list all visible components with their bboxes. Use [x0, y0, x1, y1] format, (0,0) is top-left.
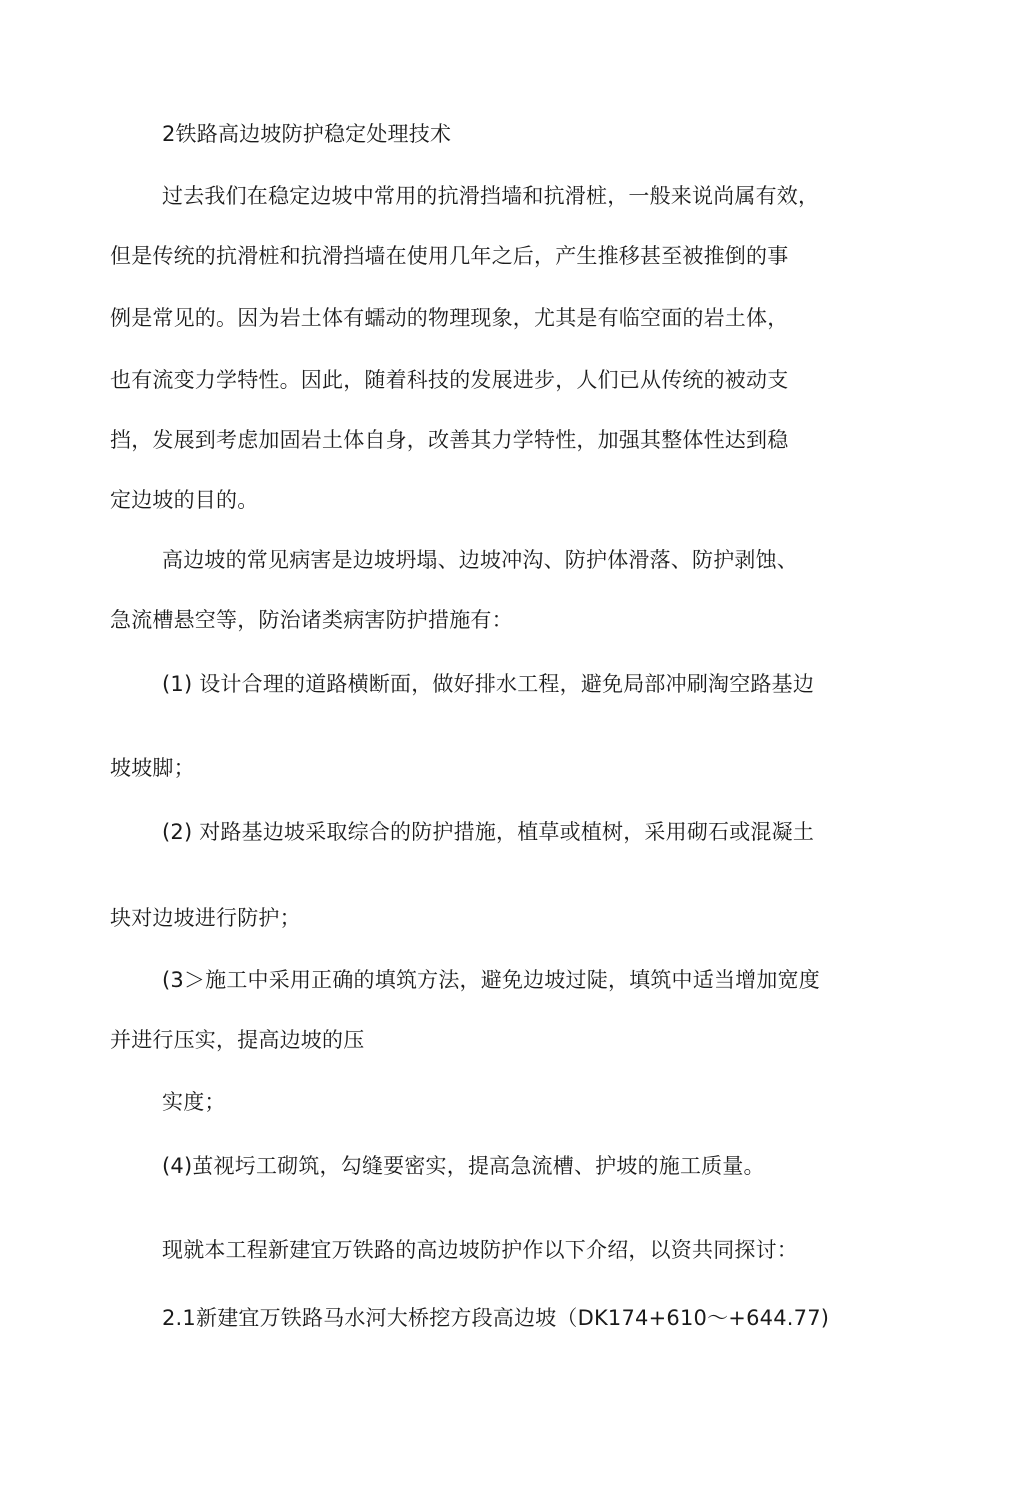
measure-item-3-continued: 实度；: [162, 1090, 226, 1114]
measure-item-1-continued: 坡坡脚；: [110, 756, 195, 780]
measure-item-3-continued: 并进行压实，提高边坡的压: [110, 1028, 365, 1052]
measure-item-1: (1) 设计合理的道路横断面，做好排水工程，避免局部冲刷淘空路基边: [162, 672, 815, 696]
subsection-heading: 2.1新建宜万铁路马水河大桥挖方段高边坡（DK174+610～+644.77): [162, 1306, 830, 1330]
measure-item-4: (4)茧视圬工砌筑，勾缝要密实，提高急流槽、护坡的施工质量。: [162, 1154, 765, 1178]
measure-item-2-continued: 块对边坡进行防护；: [110, 906, 301, 930]
section-heading: 2铁路高边坡防护稳定处理技术: [162, 122, 452, 146]
measure-item-3: (3＞施工中采用正确的填筑方法，避免边坡过陡，填筑中适当增加宽度: [162, 968, 820, 992]
paragraph-line: 过去我们在稳定边坡中常用的抗滑挡墙和抗滑桩，一般来说尚属有效，: [162, 184, 820, 208]
measure-item-2: (2) 对路基边坡采取综合的防护措施，植草或植树，采用砌石或混凝土: [162, 820, 815, 844]
paragraph-line: 也有流变力学特性。因此，随着科技的发展进步，人们已从传统的被动支: [110, 368, 789, 392]
paragraph-line: 急流槽悬空等，防治诸类病害防护措施有：: [110, 608, 513, 632]
intro-paragraph: 现就本工程新建宜万铁路的高边坡防护作以下介绍，以资共同探讨：: [162, 1238, 798, 1262]
paragraph-line: 例是常见的。因为岩土体有蠕动的物理现象，尤其是有临空面的岩土体，: [110, 306, 789, 330]
paragraph-line: 高边坡的常见病害是边坡坍塌、边坡冲沟、防护体滑落、防护剥蚀、: [162, 548, 798, 572]
paragraph-line: 定边坡的目的。: [110, 488, 259, 512]
paragraph-line: 挡，发展到考虑加固岩土体自身，改善其力学特性，加强其整体性达到稳: [110, 428, 789, 452]
paragraph-line: 但是传统的抗滑桩和抗滑挡墙在使用几年之后，产生推移甚至被推倒的事: [110, 244, 789, 268]
